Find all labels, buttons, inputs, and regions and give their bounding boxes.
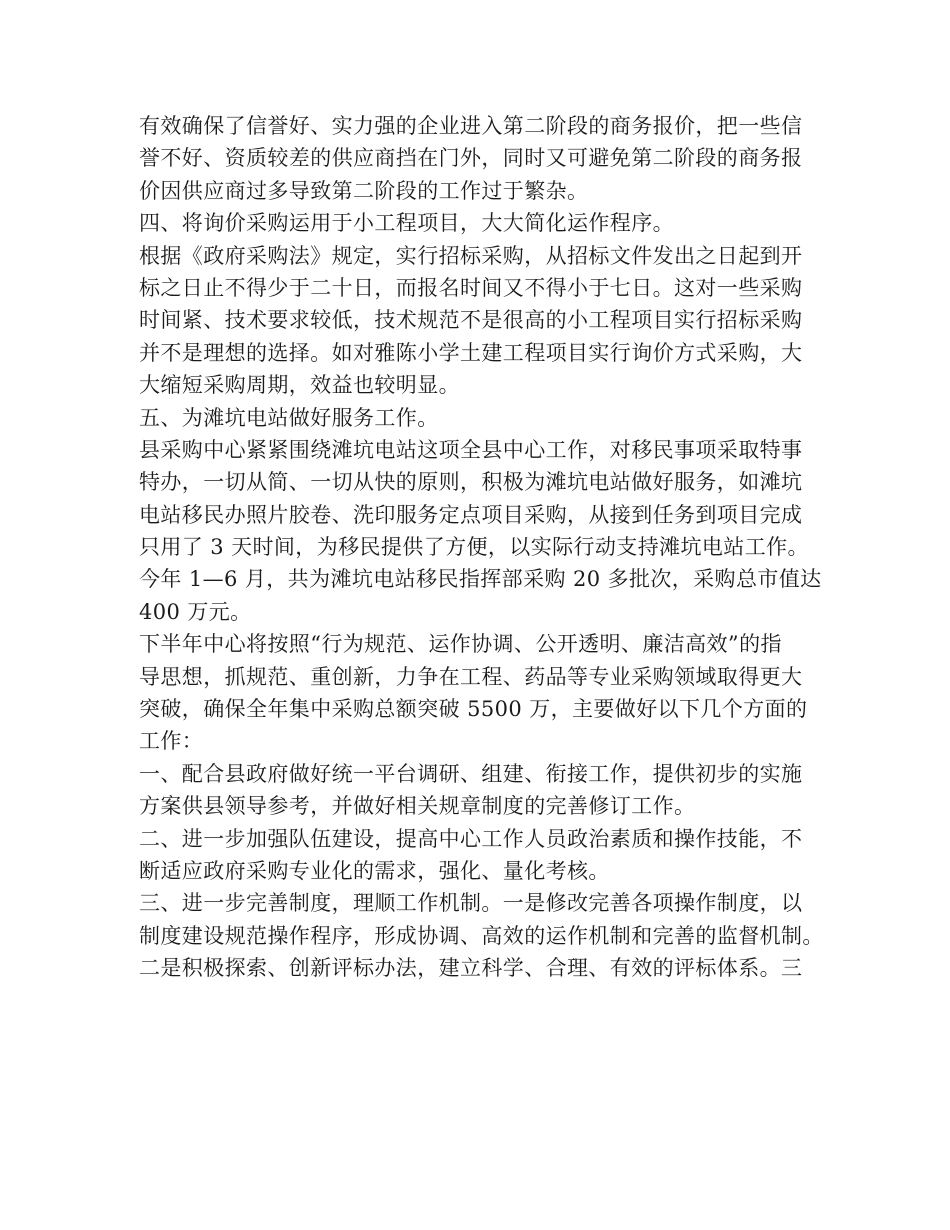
text-line: 二是积极探索、创新评标办法，建立科学、合理、有效的评标体系。三 [139, 956, 803, 981]
text-line: 誉不好、资质较差的供应商挡在门外，同时又可避免第二阶段的商务报 [139, 146, 803, 171]
text-line: 突破，确保全年集中采购总额突破 5500 万，主要做好以下几个方面的 [139, 697, 808, 722]
text-line: 断适应政府采购专业化的需求，强化、量化考核。 [139, 858, 610, 883]
list-item: 三、进一步完善制度，理顺工作机制。一是修改完善各项操作制度，以 [139, 891, 803, 916]
text-line: 400 万元。 [139, 599, 252, 624]
section-heading: 四、将询价采购运用于小工程项目，大大简化运作程序。 [139, 211, 674, 236]
text-line: 根据《政府采购法》规定，实行招标采购，从招标文件发出之日起到开 [139, 243, 803, 268]
text-line: 县采购中心紧紧围绕滩坑电站这项全县中心工作，对移民事项采取特事 [139, 437, 803, 462]
list-item: 一、配合县政府做好统一平台调研、组建、衔接工作，提供初步的实施 [139, 761, 803, 786]
text-line: 时间紧、技术要求较低，技术规范不是很高的小工程项目实行招标采购 [139, 308, 803, 333]
text-line: 特办，一切从简、一切从快的原则，积极为滩坑电站做好服务，如滩坑 [139, 470, 803, 495]
text-line: 价因供应商过多导致第二阶段的工作过于繁杂。 [139, 178, 589, 203]
text-line: 标之日止不得少于二十日，而报名时间又不得小于七日。这对一些采购 [139, 275, 803, 300]
document-body [139, 110, 824, 985]
text-line: 大缩短采购周期，效益也较明显。 [139, 373, 460, 398]
text-line: 导思想，抓规范、重创新，力争在工程、药品等专业采购领域取得更大 [139, 664, 803, 689]
text-line: 并不是理想的选择。如对雅陈小学土建工程项目实行询价方式采购，大 [139, 340, 803, 365]
text-line: 电站移民办照片胶卷、洗印服务定点项目采购，从接到任务到项目完成 [139, 502, 803, 527]
text-line: 制度建设规范操作程序，形成协调、高效的运作机制和完善的监督机制。 [139, 923, 824, 948]
text-line: 工作： [139, 729, 204, 754]
text-line: 有效确保了信誉好、实力强的企业进入第二阶段的商务报价，把一些信 [139, 114, 803, 138]
text-line: 只用了 3 天时间，为移民提供了方便，以实际行动支持滩坑电站工作。 [139, 535, 809, 560]
text-line: 下半年中心将按照“行为规范、运作协调、公开透明、廉洁高效”的指 [139, 632, 782, 657]
text-line: 方案供县领导参考，并做好相关规章制度的完善修订工作。 [139, 794, 696, 819]
section-heading: 五、为滩坑电站做好服务工作。 [139, 405, 439, 430]
list-item: 二、进一步加强队伍建设，提高中心工作人员政治素质和操作技能，不 [139, 826, 803, 851]
text-line: 今年 1—6 月，共为滩坑电站移民指挥部采购 20 多批次，采购总市值达 [139, 567, 822, 592]
